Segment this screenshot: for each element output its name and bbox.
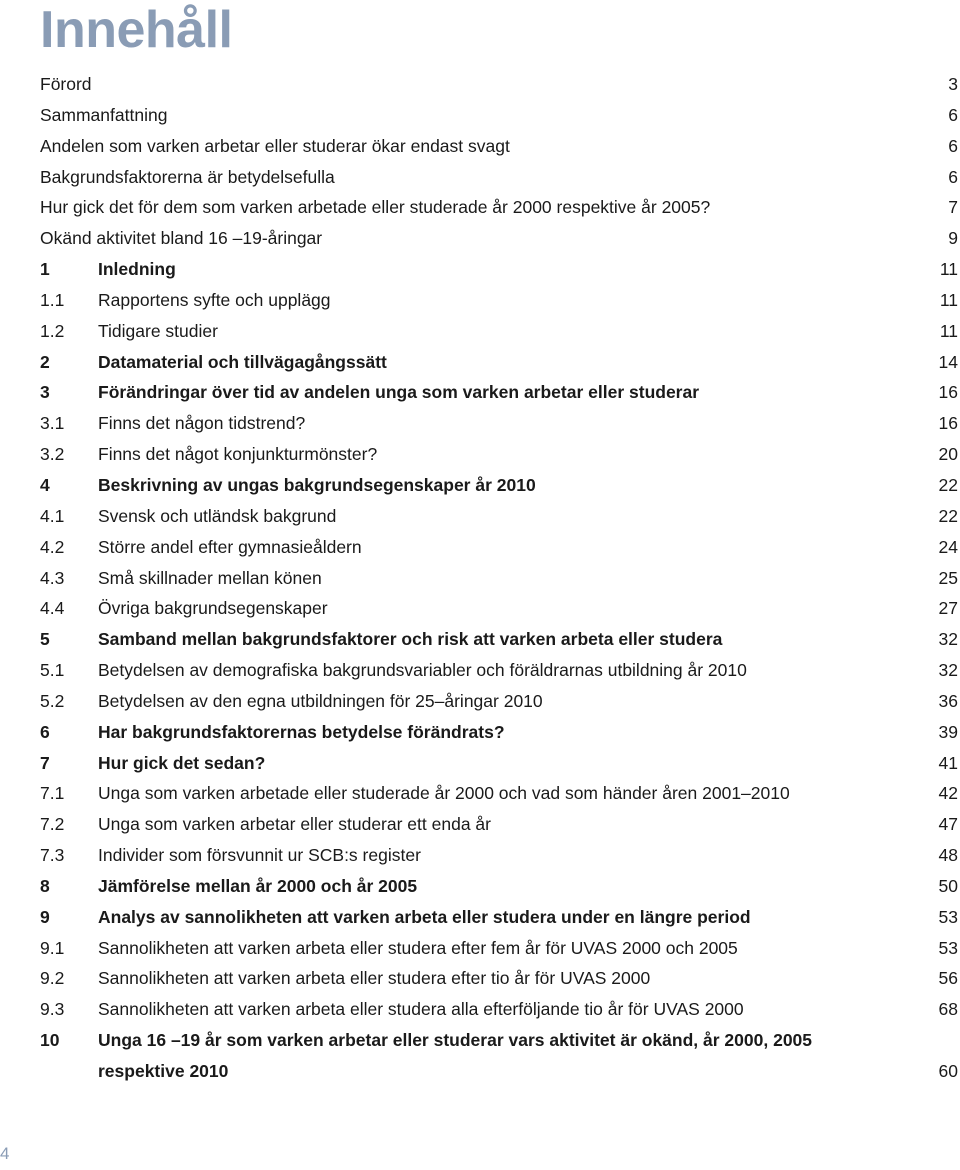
toc-entry-page: 41 — [938, 752, 958, 773]
toc-entry-number: 7.3 — [40, 845, 65, 866]
toc-entry[interactable] — [40, 162, 958, 193]
toc-entry-number: 1.2 — [40, 320, 65, 341]
toc-entry-page: 3 — [948, 74, 958, 94]
toc-entry-page: 27 — [938, 598, 958, 619]
toc-entry-title: Betydelsen av demografiska bakgrundsvariabler och föräldrarnas utbildning år 2010 — [98, 660, 747, 681]
toc-entry-page: 22 — [938, 474, 958, 495]
toc-entry-title: Analys av sannolikheten att varken arbeta eller studera under en längre period — [98, 906, 751, 927]
toc-entry-page: 6 — [948, 104, 958, 125]
toc-entry[interactable] — [40, 686, 958, 717]
toc-entry-page: 60 — [938, 1061, 958, 1081]
toc-entry[interactable] — [40, 285, 958, 316]
toc-entry[interactable] — [40, 593, 958, 624]
toc-entry-page: 32 — [938, 629, 958, 650]
toc-entry[interactable] — [40, 100, 958, 131]
toc-entry-number: 7 — [40, 752, 50, 773]
toc-entry[interactable] — [40, 131, 958, 162]
toc-entry-number: 7.1 — [40, 783, 65, 804]
toc-entry-page: 16 — [938, 382, 958, 403]
toc-entry-page: 9 — [948, 228, 958, 249]
toc-entry-page: 22 — [938, 505, 958, 526]
toc-entry[interactable] — [40, 655, 958, 686]
toc-entry-title: Hur gick det sedan? — [98, 752, 266, 773]
toc-entry-number: 4.4 — [40, 598, 65, 619]
toc-entry-page: 48 — [938, 845, 958, 866]
toc-entry-page: 11 — [939, 289, 958, 310]
toc-entry[interactable] — [40, 717, 958, 748]
toc-entry-page: 53 — [938, 937, 958, 958]
toc-entry-number: 9 — [40, 906, 50, 927]
toc-entry-title: Tidigare studier — [98, 320, 218, 341]
toc-entry-title: Betydelsen av den egna utbildningen för 25–åringar 2010 — [98, 690, 543, 711]
toc-entry-page: 39 — [938, 721, 958, 742]
toc-entry-title: Svensk och utländsk bakgrund — [98, 505, 337, 526]
toc-entry[interactable] — [40, 778, 958, 809]
page-number: 4 — [0, 1144, 10, 1163]
toc-entry-title: Unga som varken arbetade eller studerade år 2000 och vad som händer åren 2001–2010 — [98, 783, 790, 804]
toc-entry-title: Övriga bakgrundsegenskaper — [98, 598, 328, 619]
toc-entry-page: 7 — [948, 197, 958, 218]
toc-entry-page: 32 — [938, 660, 958, 681]
toc-entry-title: Finns det någon tidstrend? — [98, 413, 306, 434]
toc-entry-page: 50 — [938, 875, 958, 896]
toc-entry-page: 16 — [938, 413, 958, 434]
toc-entry[interactable] — [40, 840, 958, 871]
toc-entry[interactable] — [40, 994, 958, 1025]
toc-entry-title: Bakgrundsfaktorerna är betydelsefulla — [40, 166, 335, 187]
toc-entry-number: 5.1 — [40, 660, 65, 681]
table-of-contents — [40, 69, 958, 1087]
toc-entry-number: 9.3 — [40, 999, 65, 1020]
toc-entry-number: 3.2 — [40, 444, 65, 465]
toc-entry[interactable] — [40, 223, 958, 254]
toc-entry-number: 9.2 — [40, 968, 65, 989]
toc-entry-page: 68 — [938, 999, 958, 1020]
toc-entry-number: 4.1 — [40, 505, 65, 526]
toc-entry-page: 25 — [938, 567, 958, 588]
toc-entry-title: Sannolikheten att varken arbeta eller studera efter fem år för UVAS 2000 och 2005 — [98, 937, 738, 958]
toc-entry[interactable] — [40, 347, 958, 378]
toc-entry-title: Andelen som varken arbetar eller studerar ökar endast svagt — [40, 135, 510, 156]
toc-entry[interactable] — [40, 933, 958, 964]
toc-entry-page: 56 — [938, 968, 958, 989]
toc-entry[interactable] — [40, 501, 958, 532]
toc-entry[interactable] — [40, 748, 958, 779]
toc-entry-title: Förändringar över tid av andelen unga som varken arbetar eller studerar — [98, 382, 700, 403]
toc-entry-title: Datamaterial och tillvägagångssätt — [98, 351, 387, 372]
toc-entry-page: 6 — [948, 135, 958, 156]
toc-entry[interactable] — [40, 470, 958, 501]
toc-entry-number: 7.2 — [40, 814, 65, 835]
toc-entry-title: Sannolikheten att varken arbeta eller studera alla efterföljande tio år för UVAS 2000 — [98, 999, 744, 1020]
toc-entry-title: Finns det något konjunkturmönster? — [98, 444, 378, 465]
toc-entry-page: 20 — [938, 444, 958, 465]
toc-entry-page: 47 — [938, 814, 958, 835]
toc-entry-number: 9.1 — [40, 937, 65, 958]
toc-entry[interactable] — [40, 254, 958, 285]
toc-entry-title: Samband mellan bakgrundsfaktorer och risk att varken arbeta eller studera — [98, 629, 723, 650]
toc-entry-title: Hur gick det för dem som varken arbetade eller studerade år 2000 respektive år 2005? — [40, 197, 711, 218]
toc-entry-page: 36 — [938, 690, 958, 711]
toc-entry-title: Unga 16 –19 år som varken arbetar eller studerar vars aktivitet är okänd, år 2000, 2005 respektive 2010 — [98, 1030, 813, 1081]
toc-entry-title: Små skillnader mellan könen — [98, 567, 322, 588]
toc-entry[interactable] — [40, 316, 958, 347]
toc-entry-page: 11 — [939, 320, 958, 341]
toc-entry-number: 5.2 — [40, 690, 65, 711]
toc-entry-number: 8 — [40, 875, 50, 896]
toc-entry-number: 3.1 — [40, 413, 65, 434]
toc-entry-number: 5 — [40, 629, 50, 650]
toc-entry-page: 11 — [939, 259, 958, 280]
toc-entry-title: Sannolikheten att varken arbeta eller studera efter tio år för UVAS 2000 — [98, 968, 651, 989]
toc-entry[interactable] — [40, 192, 958, 223]
toc-entry-title: Inledning — [98, 259, 176, 280]
toc-entry-page: 6 — [948, 166, 958, 187]
toc-entry-number: 4 — [40, 474, 50, 495]
toc-entry[interactable] — [40, 563, 958, 594]
toc-entry[interactable] — [40, 1025, 958, 1087]
toc-entry[interactable] — [40, 532, 958, 563]
toc-entry[interactable] — [40, 963, 958, 994]
toc-entry[interactable] — [40, 377, 958, 408]
toc-entry[interactable] — [40, 439, 958, 470]
toc-entry-page: 24 — [938, 536, 958, 557]
toc-entry-title: Rapportens syfte och upplägg — [98, 289, 331, 310]
toc-entry[interactable] — [40, 902, 958, 933]
toc-entry-page: 14 — [938, 351, 958, 372]
toc-entry-title: Sammanfattning — [40, 104, 168, 125]
toc-entry-number: 1 — [40, 259, 50, 280]
toc-entry[interactable] — [40, 408, 958, 439]
toc-entry-title: Har bakgrundsfaktorernas betydelse förändrats? — [98, 721, 505, 742]
toc-entry-title: Jämförelse mellan år 2000 och år 2005 — [98, 875, 418, 896]
toc-entry-number: 3 — [40, 382, 50, 403]
toc-entry-number: 2 — [40, 351, 50, 372]
toc-entry-number: 10 — [40, 1030, 60, 1051]
toc-entry[interactable] — [40, 69, 958, 100]
toc-entry-number: 4.3 — [40, 567, 65, 588]
toc-entry[interactable] — [40, 624, 958, 655]
toc-entry-title: Unga som varken arbetar eller studerar ett enda år — [98, 814, 491, 835]
toc-entry-number: 6 — [40, 721, 50, 742]
toc-entry-number: 1.1 — [40, 289, 65, 310]
toc-entry-title: Individer som försvunnit ur SCB:s register — [98, 845, 421, 866]
toc-entry-page: 42 — [938, 783, 958, 804]
toc-entry[interactable] — [40, 809, 958, 840]
page-title: Innehåll — [40, 1, 233, 59]
toc-entry-number: 4.2 — [40, 536, 65, 557]
toc-entry-page: 53 — [938, 906, 958, 927]
toc-entry-title: Okänd aktivitet bland 16 –19-åringar — [40, 228, 323, 249]
toc-entry-title: Större andel efter gymnasieåldern — [98, 536, 362, 557]
toc-entry-title: Beskrivning av ungas bakgrundsegenskaper år 2010 — [98, 474, 536, 495]
toc-entry[interactable] — [40, 871, 958, 902]
toc-entry-title: Förord — [40, 74, 92, 94]
